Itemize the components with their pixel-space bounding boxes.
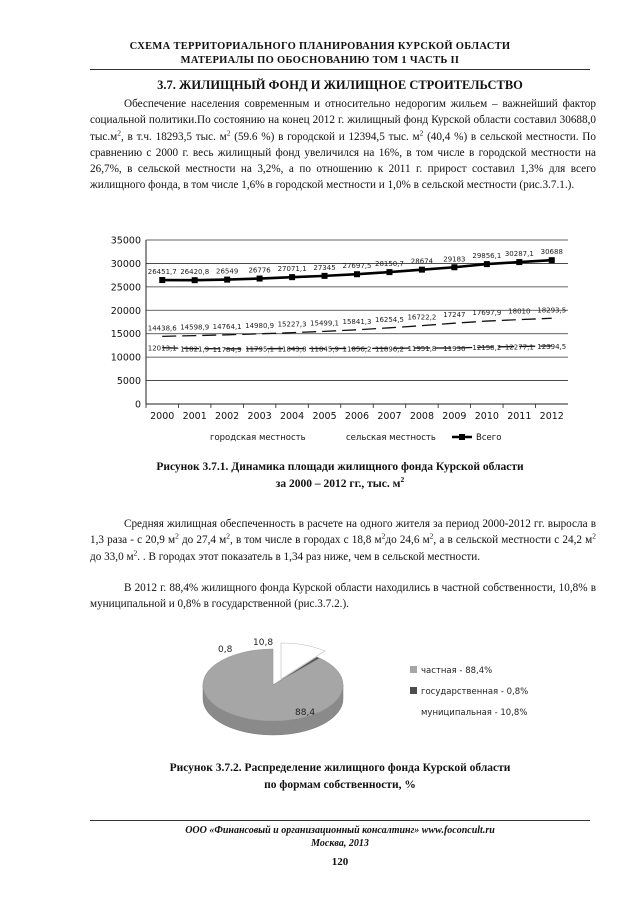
paragraph-2-part-b: до 27,4 м <box>178 534 227 547</box>
data-label: 27071,1 <box>277 265 307 274</box>
legend-rural: сельская местность <box>346 433 436 443</box>
legend-private-swatch <box>410 666 417 673</box>
legend-state: государственная - 0,8% <box>421 687 529 697</box>
data-label: 26420,8 <box>180 268 210 277</box>
figure-1-caption-line-1: Рисунок 3.7.1. Динамика площади жилищного фонда Курской области <box>156 461 524 473</box>
total-marker <box>159 277 165 283</box>
figure-1-caption-line-2: за 2000 – 2012 гг., тыс. м <box>275 478 401 490</box>
x-tick-label: 2002 <box>215 411 240 422</box>
data-label: 12013,1 <box>147 344 177 353</box>
x-tick-label: 2003 <box>247 411 272 422</box>
data-label: 11951,8 <box>407 344 437 353</box>
sup-3: 2 <box>419 127 424 137</box>
data-label: 29183 <box>443 255 466 264</box>
sup-1: 2 <box>117 127 121 137</box>
header-line-1: СХЕМА ТЕРРИТОРИАЛЬНОГО ПЛАНИРОВАНИЯ КУРСКОЙ ОБЛАСТИ <box>129 41 511 52</box>
paragraph-1 <box>90 96 596 194</box>
figure-1-caption-sup: 2 <box>400 475 405 485</box>
total-marker <box>322 273 328 279</box>
legend-total: Всего <box>476 433 502 443</box>
page-number: 120 <box>331 856 349 868</box>
paragraph-3: В 2012 г. 88,4% жилищного фонда Курской области находились в частной собственности, 10,8% в муниципальной и 0,8% в государственной (рис.3.7.2.). <box>90 582 596 611</box>
chart2-pie <box>203 643 343 735</box>
pie-label-municipal: 10,8 <box>253 638 274 648</box>
data-label: 27345 <box>313 263 336 272</box>
total-marker <box>419 267 425 273</box>
legend-municipal: муниципальная - 10,8% <box>421 708 528 718</box>
data-label: 11936 <box>443 345 466 354</box>
figure-2-caption-line-2: по формам собственности, % <box>264 779 416 791</box>
paragraph-1-part-a: Обеспечение населения современным и относительно недорогим жильем – важнейший фактор социальной политики.По состоянию на конец 2012 г. жилищный фонд Курской области составил 30688,0 тыс.м <box>90 98 596 143</box>
data-label: 14438,6 <box>147 324 177 333</box>
paragraph-1-part-d: (40,4 %) в сельской местности. По сравнению с 2000 г. весь жилищный фонд увеличился на 16%, в том числе в городской местности на 26,7%, в сельской местности на 3,2%, а по отношению к 2011 г. прирост составил 1,3% для всего жилищного фонда, в том числе 1,6% в городской местности и 1,0% в сельской местности (рис.3.7.1.). <box>90 130 596 192</box>
header-divider <box>90 69 590 70</box>
y-tick-label: 25000 <box>110 282 141 294</box>
legend-state-swatch <box>410 687 417 694</box>
data-label: 14764,1 <box>212 322 242 331</box>
data-label: 17247 <box>443 311 466 320</box>
p2-sup-1: 2 <box>175 531 179 541</box>
x-tick-label: 2012 <box>539 411 564 422</box>
y-tick-label: 30000 <box>110 258 141 270</box>
total-marker <box>516 259 522 265</box>
data-label: 15841,3 <box>342 317 372 326</box>
paragraph-2 <box>90 516 596 565</box>
ownership-pie-chart <box>185 630 575 750</box>
total-marker <box>484 261 490 267</box>
data-label: 15227,3 <box>277 320 307 329</box>
data-label: 28150,7 <box>374 260 404 269</box>
total-marker <box>386 269 392 275</box>
data-label: 12277,1 <box>504 343 534 352</box>
x-tick-label: 2010 <box>474 411 499 422</box>
legend-total-marker <box>459 434 465 440</box>
paragraph-2-part-f: до 33,0 м <box>90 550 134 563</box>
total-marker <box>257 276 263 282</box>
data-label: 14598,9 <box>180 323 210 332</box>
x-tick-label: 2001 <box>182 411 207 422</box>
x-tick-label: 2009 <box>442 411 467 422</box>
figure-2-caption <box>90 760 590 794</box>
paragraph-1-part-c: (59.6 %) в городской и 12394,5 тыс. м <box>230 130 420 143</box>
total-marker <box>451 264 457 270</box>
p2-sup-2: 2 <box>226 531 231 541</box>
data-label: 16254,5 <box>374 315 404 324</box>
x-tick-label: 2007 <box>377 411 402 422</box>
legend-municipal-swatch <box>410 708 417 715</box>
footer-company: ООО «Финансовый и организационный консалтинг» www.foconcult.ru <box>185 825 495 836</box>
data-label: 30287,1 <box>504 250 534 259</box>
data-label: 30688 <box>540 248 563 257</box>
data-label: 28674 <box>410 257 434 266</box>
total-marker <box>549 257 555 263</box>
p2-sup-4: 2 <box>429 531 434 541</box>
data-label: 17697,9 <box>472 309 502 318</box>
paragraph-2-part-g: . . В городах этот показатель в 1,34 раз ниже, чем в сельской местности. <box>137 550 481 563</box>
total-marker <box>224 277 230 283</box>
paragraph-2-part-a: Средняя жилищная обеспеченность в расчете на одного жителя за период 2000-2012 гг. выросла в 1,3 раза - с 20,9 м <box>90 518 596 547</box>
figure-1-caption <box>90 459 590 493</box>
data-label: 11821,9 <box>180 345 210 354</box>
figure-1-caption-line-2-wrap <box>90 476 590 493</box>
y-tick-label: 10000 <box>110 352 141 364</box>
housing-area-line-chart <box>100 228 580 450</box>
x-tick-label: 2000 <box>150 411 175 422</box>
total-marker <box>289 274 295 280</box>
pie-label-private: 88,4 <box>295 708 316 718</box>
pie-label-state: 0,8 <box>218 645 233 655</box>
chart1-legend <box>210 433 501 443</box>
total-marker <box>192 277 198 283</box>
sup-2: 2 <box>226 127 231 137</box>
data-label: 16722,2 <box>407 313 437 322</box>
footer-divider <box>90 820 590 821</box>
figure-2-caption-line-1: Рисунок 3.7.2. Распределение жилищного фонда Курской области <box>169 762 511 774</box>
header-line-2: МАТЕРИАЛЫ ПО ОБОСНОВАНИЮ ТОМ 1 ЧАСТЬ II <box>180 55 460 66</box>
x-tick-label: 2005 <box>312 411 337 422</box>
x-tick-label: 2006 <box>344 411 370 422</box>
data-label: 11896,2 <box>374 345 404 354</box>
paragraph-2-part-e: , а в сельской местности с 24,2 м <box>433 534 593 547</box>
data-label: 11845,9 <box>310 345 340 354</box>
y-tick-label: 35000 <box>110 235 141 247</box>
y-tick-label: 15000 <box>110 329 141 341</box>
paragraph-2-part-d: до 24,6 м <box>385 534 430 547</box>
p2-sup-5: 2 <box>592 531 596 541</box>
x-tick-label: 2008 <box>409 411 435 422</box>
data-label: 15499,1 <box>310 319 340 328</box>
data-label: 14980,9 <box>245 321 275 330</box>
data-label: 18010 <box>508 307 531 316</box>
chart2-legend <box>410 666 528 718</box>
chart1-gridlines <box>146 240 568 381</box>
data-label: 27697,5 <box>342 262 372 271</box>
y-tick-label: 5000 <box>116 376 141 388</box>
p2-sup-3: 2 <box>381 531 386 541</box>
data-label: 26549 <box>216 267 239 276</box>
data-label: 11856,2 <box>342 345 372 354</box>
y-tick-label: 0 <box>134 399 141 411</box>
data-label: 12158,2 <box>472 344 502 353</box>
x-tick-label: 2004 <box>279 411 305 422</box>
total-marker <box>354 271 360 277</box>
legend-private: частная - 88,4% <box>421 666 493 676</box>
footer-city-year: Москва, 2013 <box>311 838 369 849</box>
section-title: 3.7. ЖИЛИЩНЫЙ ФОНД И ЖИЛИЩНОЕ СТРОИТЕЛЬСТВО <box>157 78 523 92</box>
paragraph-2-part-c: , в том числе в городах с 18,8 м <box>230 534 382 547</box>
y-tick-label: 20000 <box>110 305 141 317</box>
x-tick-label: 2011 <box>507 411 532 422</box>
p2-sup-6: 2 <box>133 547 138 557</box>
data-label: 12394,5 <box>537 342 567 351</box>
paragraph-1-part-b: , в т.ч. 18293,5 тыс. м <box>121 130 227 143</box>
legend-urban: городская местность <box>210 433 306 443</box>
data-label: 29856,1 <box>472 252 502 261</box>
data-label: 18293,5 <box>537 306 567 315</box>
data-label: 26451,7 <box>147 268 177 277</box>
data-label: 26776 <box>248 266 271 275</box>
data-label: 11784,9 <box>212 345 242 354</box>
data-label: 11795,1 <box>245 345 275 354</box>
data-label: 11843,8 <box>277 345 307 354</box>
